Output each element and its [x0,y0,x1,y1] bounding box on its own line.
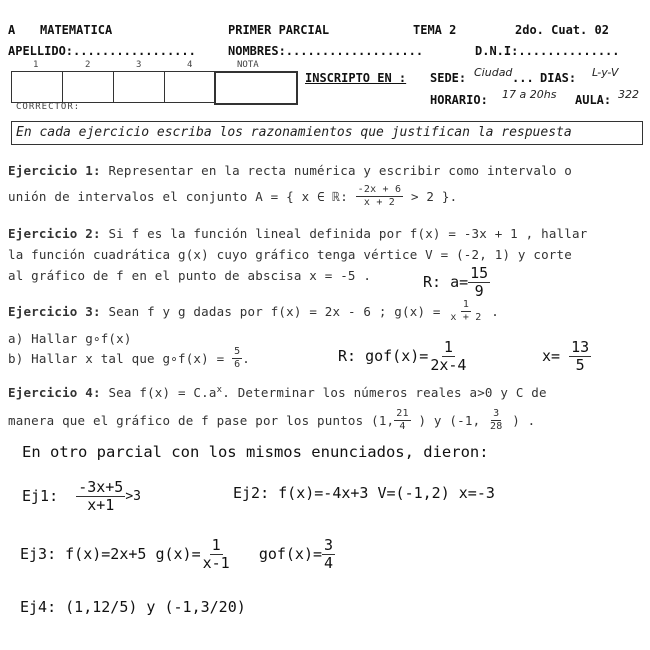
horario-label: HORARIO: [430,93,488,107]
ej4-p1-num: 21 [396,407,409,419]
ej4-p1-den: 4 [399,420,406,432]
other-ej1-num: -3x+5 [78,477,124,496]
ej4-exp: x [216,385,223,395]
other-ej1-label: Ej1: [22,487,59,505]
ej1-line1 [8,163,572,178]
ej3-item-b [8,344,250,372]
corrector-label: CORRECTOR: [16,102,81,112]
ej3-text1-end: . [491,303,499,319]
ej4-text1b: . Determinar los números reales a>0 y C de [222,385,547,401]
grade-cell-nota [214,71,298,105]
ej3-b-frac [232,347,242,370]
ej2-answer-den: 9 [474,281,484,300]
ej3-line1 [8,298,499,324]
dni-field: D.N.I:.............. [475,44,620,58]
ej3-g-frac [448,300,483,323]
aula-label: AULA: [575,93,612,107]
ej4-p2-num: 3 [493,407,500,419]
grade-cell-2 [62,71,114,103]
ej3-answer-den: 2x-4 [430,355,467,374]
exam-letter: A [8,23,16,37]
other-ej3-g-num: 1 [211,535,221,554]
ej3-x-answer [542,338,591,374]
other-heading: En otro parcial con los mismos enunciados, dieron: [22,443,489,461]
grade-cell-1 [11,71,63,103]
col-4-label: 4 [187,60,193,70]
aula-value: 322 [618,88,639,101]
other-ej4: Ej4: (1,12/5) y (-1,3/20) [20,598,246,616]
other-ej3-gof-den: 4 [324,553,334,572]
ej1-frac-den: x + 2 [363,196,395,208]
other-ej3-g-den: x-1 [202,553,230,572]
ej3-g-den: x + 2 [450,311,482,323]
ej4-text1a: Sea f(x) = C.a [108,385,217,401]
col-3-label: 3 [136,60,142,70]
ej4-p1-frac [394,409,410,432]
dias-label: DIAS: [540,71,577,85]
ej4-text2: manera que el gráfico de f pase por los puntos (1, [8,412,395,428]
ej3-b-num: 5 [234,345,241,357]
other-ej3-gof-frac [322,535,335,572]
ej2-line2: la función cuadrática g(x) cuyo gráfico tenga vértice V = (-2, 1) y corte [8,247,572,262]
ej3-item-a: a) Hallar g∘f(x) [8,331,132,346]
ej1-title: Ejercicio 1: [8,163,101,178]
ej3-x-frac [569,337,591,374]
inscripto-label: INSCRIPTO EN : [305,71,407,85]
sede-label: SEDE: [430,71,467,85]
ej1-fraction [356,185,404,208]
ej1-text1: Representar en la recta numérica y escribir como intervalo o [108,163,572,178]
tema: TEMA 2 [413,23,457,37]
other-ej2: Ej2: f(x)=-4x+3 V=(-1,2) x=-3 [233,484,495,502]
ej1-text2: unión de intervalos el conjunto A = { x ∈ ℝ: [8,188,348,204]
ej1-frac-num: -2x + 6 [357,183,402,195]
ej4-title: Ejercicio 4: [8,385,101,401]
other-ej1 [22,476,141,516]
ej2-line3: al gráfico de f en el punto de abscisa x = -5 . [8,268,372,283]
horario-value: 17 a 20hs [502,88,557,101]
ej3-x-num: 13 [571,337,590,356]
ej1-text2-end: > 2 }. [410,188,458,204]
ej2-answer-num: 15 [470,263,489,282]
dias-value: L-y-V [592,66,619,79]
ej3-answer-label: R: gof(x)= [338,347,429,365]
instruction-text: En cada ejercicio escriba los razonamientos que justifican la respuesta [16,125,572,140]
ej3-answer-frac [428,337,468,374]
nombres-field: NOMBRES:................... [228,44,424,58]
term: 2do. Cuat. 02 [515,23,609,37]
grade-cell-4 [164,71,216,103]
other-ej3-gof-num: 3 [324,535,334,554]
ej2-answer [423,264,490,300]
instruction-box [11,121,643,145]
other-ej3-gof: gof(x)= [258,545,323,563]
other-ej1-den: x+1 [87,495,115,514]
ej3-g-num: 1 [462,298,470,310]
ej3-answer-num: 1 [443,337,453,356]
ej3-text1: Sean f y g dadas por f(x) = 2x - 6 ; g(x) = [108,303,441,319]
sede-value: Ciudad [474,66,513,79]
ej3-b-den: 6 [234,358,241,370]
other-ej1-frac [76,477,125,514]
other-ej3-g-frac [201,535,232,572]
sede-dots: ... [512,71,534,85]
other-ej1-end: >3 [125,488,141,504]
other-ej3 [20,534,335,574]
apellido-field: APELLIDO:................. [8,44,196,58]
ej4-end: ) . [512,412,536,428]
ej4-mid: ) y (-1, [418,412,481,428]
other-ej3-label: Ej3: f(x)=2x+5 g(x)= [20,545,201,563]
grade-cell-3 [113,71,165,103]
ej4-line1 [8,385,547,400]
ej3-x-den: 5 [575,355,585,374]
col-2-label: 2 [85,60,91,70]
ej4-p2-frac [488,409,504,432]
ej3-x-label: x= [542,347,561,365]
ej1-line2 [8,183,457,209]
ej3-answer [338,338,468,374]
ej2-line1 [8,226,587,241]
nota-label: NOTA [237,60,259,70]
ej3-b-end: . [242,350,251,366]
ej4-line2 [8,406,535,434]
ej3-item-b-text: b) Hallar x tal que g∘f(x) = [8,350,225,366]
ej2-title: Ejercicio 2: [8,226,101,241]
ej2-text1: Si f es la función lineal definida por f(x) = -3x + 1 , hallar [108,226,588,241]
subject: MATEMATICA [40,23,113,37]
ej2-answer-frac [468,263,490,300]
col-1-label: 1 [33,60,39,70]
ej2-answer-label: R: a= [423,273,469,291]
ej4-p2-den: 28 [490,420,503,432]
ej3-title: Ejercicio 3: [8,303,101,319]
exam-name: PRIMER PARCIAL [228,23,330,37]
